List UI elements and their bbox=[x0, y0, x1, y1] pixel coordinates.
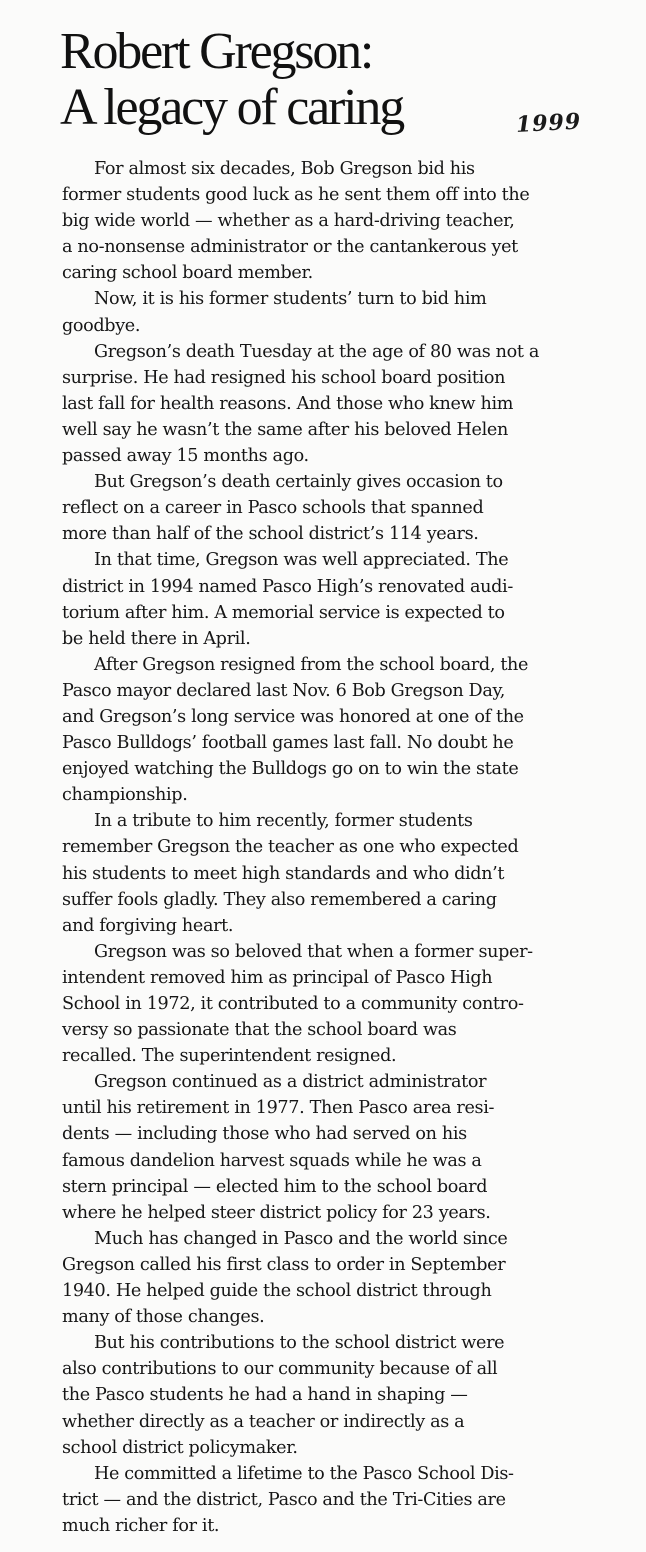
headline-line-1: Robert Gregson: bbox=[60, 23, 373, 80]
paragraph-3: Gregson’s death Tuesday at the age of 80 was not a surprise. He had resigned his school board position last fall for health reasons. And those who knew him well say he wasn’t the same after his beloved Helen passed away 15 months ago. bbox=[62, 341, 539, 467]
paragraph-6: After Gregson resigned from the school board, the Pasco mayor declared last Nov. 6 Bob Gregson Day, and Gregson’s long service was honored at one of the Pasco Bulldogs’ football games last fall. No doubt he enjoyed watching the Bulldogs go on to win the state championship. bbox=[62, 654, 529, 806]
paragraph-1: For almost six decades, Bob Gregson bid his former students good luck as he sent them off into the big wide world — whether as a hard-driving teacher, a no-nonsense administrator or the cantankerous yet caring school board member. bbox=[62, 159, 530, 284]
article-body bbox=[62, 156, 602, 1539]
paragraph-11: But his contributions to the school district were also contributions to our community because of all the Pasco students he had a hand in shaping — whether directly as a teacher or indirectly as a school district policymaker. bbox=[62, 1333, 505, 1458]
paragraph-5: In that time, Gregson was well appreciated. The district in 1994 named Pasco High’s renovated audi- torium after him. A memorial service is expected to be held there in April. bbox=[62, 550, 513, 649]
paragraph-2: Now, it is his former students’ turn to bid him goodbye. bbox=[62, 289, 487, 336]
paragraph-7: In a tribute to him recently, former students remember Gregson the teacher as one who expected his students to meet high standards and who didn’t suffer fools gladly. They also remembered a caring and forgiving heart. bbox=[62, 811, 519, 936]
paragraph-10: Much has changed in Pasco and the world since Gregson called his first class to order in September 1940. He helped guide the school district through many of those changes. bbox=[62, 1228, 508, 1328]
headline-line-2: A legacy of caring bbox=[60, 79, 404, 136]
paragraph-8: Gregson was so beloved that when a former super- intendent removed him as principal of Pasco High School in 1972, it contributed to a community contro- versy so passionate that the school board was recalled. The superintendent resigned. bbox=[62, 941, 533, 1067]
paragraph-9: Gregson continued as a district administrator until his retirement in 1977. Then Pasco area resi- dents — including those who had served on his famous dandelion harvest squads while he was a stern principal — elected him to the school board where he helped steer district policy for 23 years. bbox=[62, 1072, 495, 1223]
paragraph-12: He committed a lifetime to the Pasco School Dis- trict — and the district, Pasco and the Tri-Cities are much richer for it. bbox=[62, 1463, 514, 1536]
handwritten-year-note: 1999 bbox=[515, 108, 582, 138]
paragraph-4: But Gregson’s death certainly gives occasion to reflect on a career in Pasco schools that spanned more than half of the school district’s 114 years. bbox=[62, 472, 503, 545]
